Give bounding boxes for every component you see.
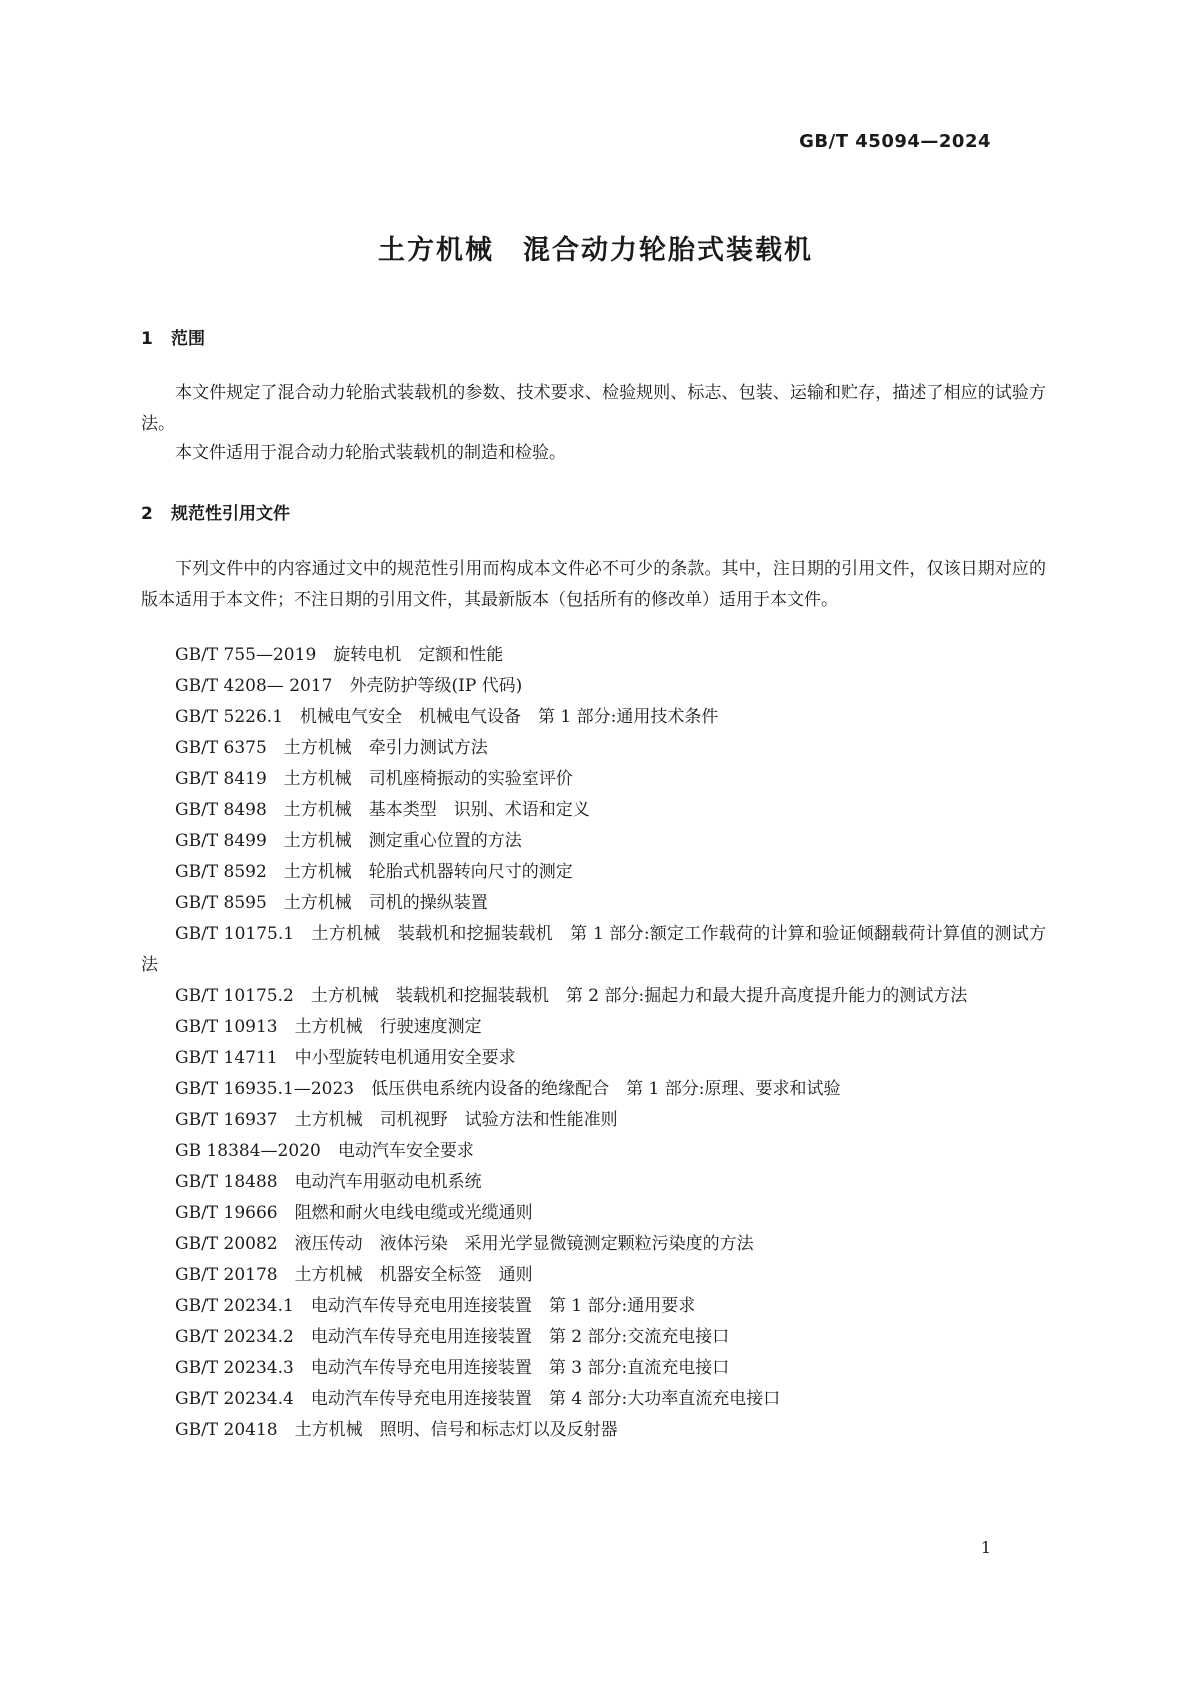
- reference-item: GB/T 755—2019 旋转电机 定额和性能: [175, 645, 504, 665]
- reference-item: GB/T 10175.2 土方机械 装载机和挖掘装载机 第 2 部分:掘起力和最大提升高度提升能力的测试方法: [175, 986, 968, 1006]
- reference-item: GB/T 16935.1—2023 低压供电系统内设备的绝缘配合 第 1 部分:原理、要求和试验: [175, 1079, 841, 1099]
- section-1-heading: [141, 324, 205, 349]
- reference-list: [141, 640, 1046, 1446]
- reference-item: GB/T 10175.1 土方机械 装载机和挖掘装载机 第 1 部分:额定工作载荷的计算和验证倾翻载荷计算值的测试方法: [141, 924, 1046, 975]
- reference-item: GB/T 8498 土方机械 基本类型 识别、术语和定义: [175, 800, 590, 820]
- section-number: 2: [141, 504, 153, 524]
- section-2-heading: [141, 499, 290, 524]
- reference-item: GB/T 20234.1 电动汽车传导充电用连接装置 第 1 部分:通用要求: [175, 1296, 696, 1316]
- reference-item: GB/T 18488 电动汽车用驱动电机系统: [175, 1172, 482, 1192]
- reference-item: GB/T 6375 土方机械 牵引力测试方法: [175, 738, 488, 758]
- reference-item: GB/T 20082 液压传动 液体污染 采用光学显微镜测定颗粒污染度的方法: [175, 1234, 754, 1254]
- standard-code: GB/T 45094—2024: [799, 131, 991, 152]
- reference-item: GB/T 10913 土方机械 行驶速度测定: [175, 1017, 482, 1037]
- section-title: 规范性引用文件: [171, 504, 290, 524]
- reference-item: GB/T 8499 土方机械 测定重心位置的方法: [175, 831, 522, 851]
- reference-item: GB/T 16937 土方机械 司机视野 试验方法和性能准则: [175, 1110, 618, 1130]
- page-number: 1: [980, 1538, 991, 1557]
- scope-paragraph-2: 本文件适用于混合动力轮胎式装载机的制造和检验。: [175, 443, 566, 463]
- reference-item: GB/T 8419 土方机械 司机座椅振动的实验室评价: [175, 769, 573, 789]
- reference-item: GB/T 4208— 2017 外壳防护等级(IP 代码): [175, 676, 523, 696]
- reference-item: GB/T 20178 土方机械 机器安全标签 通则: [175, 1265, 533, 1285]
- section-number: 1: [141, 329, 153, 349]
- reference-item: GB/T 8592 土方机械 轮胎式机器转向尺寸的测定: [175, 862, 573, 882]
- reference-item: GB/T 14711 中小型旋转电机通用安全要求: [175, 1048, 516, 1068]
- reference-item: GB/T 8595 土方机械 司机的操纵装置: [175, 893, 488, 913]
- reference-item: GB/T 5226.1 机械电气安全 机械电气设备 第 1 部分:通用技术条件: [175, 707, 719, 727]
- document-title: 土方机械 混合动力轮胎式装载机: [378, 235, 813, 266]
- section-title: 范围: [171, 329, 205, 349]
- reference-item: GB/T 19666 阻燃和耐火电线电缆或光缆通则: [175, 1203, 533, 1223]
- reference-item: GB/T 20418 土方机械 照明、信号和标志灯以及反射器: [175, 1420, 618, 1440]
- reference-item: GB/T 20234.4 电动汽车传导充电用连接装置 第 4 部分:大功率直流充电接口: [175, 1389, 781, 1409]
- scope-paragraph-1: 本文件规定了混合动力轮胎式装载机的参数、技术要求、检验规则、标志、包装、运输和贮存，描述了相应的试验方法。: [141, 383, 1046, 434]
- references-intro: 下列文件中的内容通过文中的规范性引用而构成本文件必不可少的条款。其中，注日期的引用文件，仅该日期对应的版本适用于本文件；不注日期的引用文件，其最新版本（包括所有的修改单）适用于本文件。: [141, 559, 1046, 610]
- reference-item: GB/T 20234.2 电动汽车传导充电用连接装置 第 2 部分:交流充电接口: [175, 1327, 730, 1347]
- reference-item: GB 18384—2020 电动汽车安全要求: [175, 1141, 474, 1161]
- reference-item: GB/T 20234.3 电动汽车传导充电用连接装置 第 3 部分:直流充电接口: [175, 1358, 730, 1378]
